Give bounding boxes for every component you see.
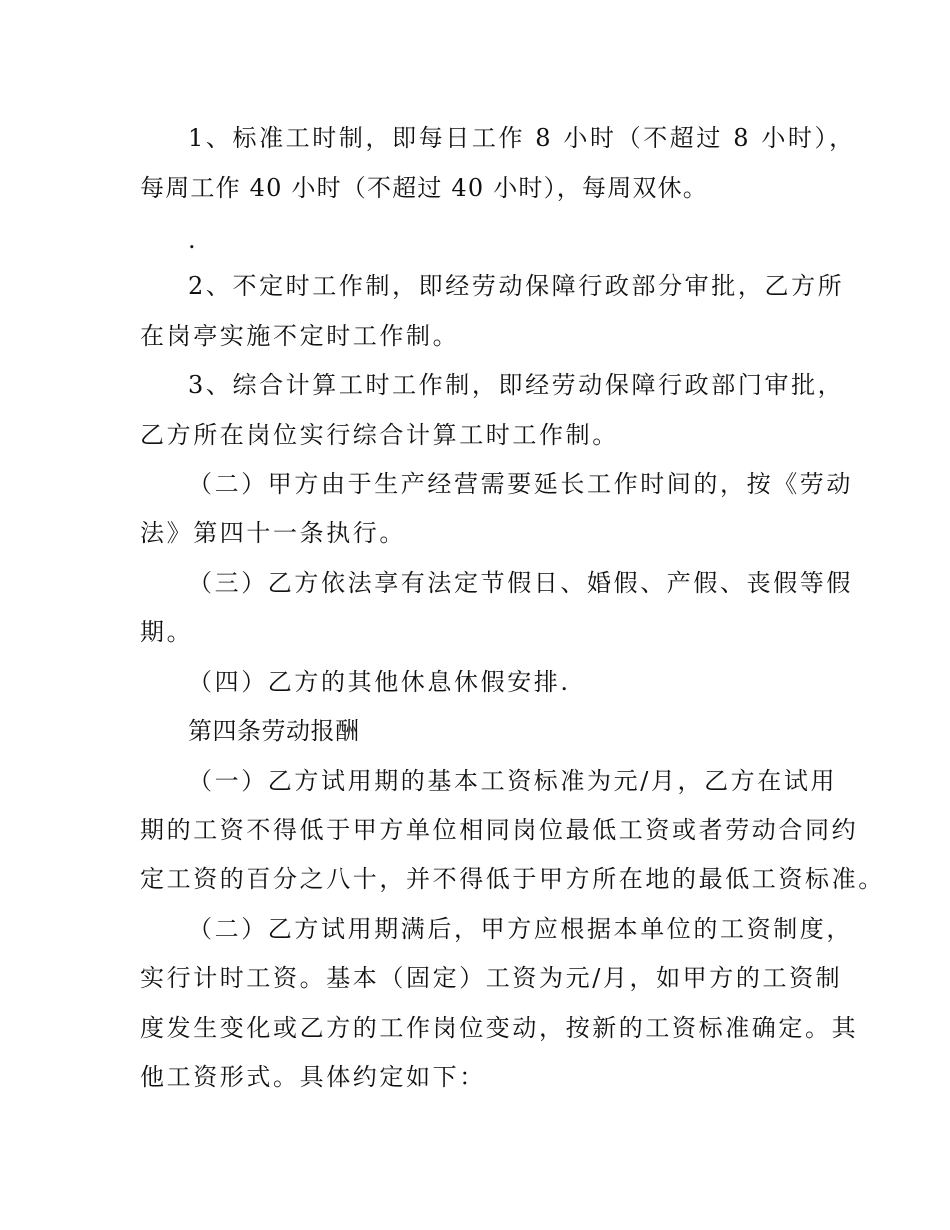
text-line: （三）乙方依法享有法定节假日、婚假、产假、丧假等假 bbox=[188, 569, 853, 597]
text-line: （四）乙方的其他休息休假安排. bbox=[188, 668, 571, 696]
text-line: 实行计时工资。基本（固定）工资为元/月，如甲方的工资制 bbox=[140, 964, 843, 992]
text-line: 定工资的百分之八十，并不得低于甲方所在地的最低工资标准。 bbox=[140, 865, 885, 893]
text-line: （一）乙方试用期的基本工资标准为元/月，乙方在试用 bbox=[188, 767, 838, 795]
text-line: 期。 bbox=[140, 618, 194, 646]
text-line: 度发生变化或乙方的工作岗位变动，按新的工资标准确定。其 bbox=[140, 1014, 859, 1042]
text-line: 1、标准工时制，即每日工作 8 小时（不超过 8 小时）， bbox=[188, 124, 856, 152]
section-heading: 第四条劳动报酬 bbox=[188, 717, 360, 745]
text-line: 3、综合计算工时工作制，即经劳动保障行政部门审批， bbox=[188, 371, 845, 399]
text-line: （二）乙方试用期满后，甲方应根据本单位的工资制度， bbox=[188, 915, 853, 943]
text-line: 2、不定时工作制，即经劳动保障行政部分审批，乙方所 bbox=[188, 272, 845, 300]
text-line: 期的工资不得低于甲方单位相同岗位最低工资或者劳动合同约 bbox=[140, 816, 859, 844]
text-line: 法》第四十一条执行。 bbox=[140, 519, 406, 547]
text-line: 他工资形式。具体约定如下： bbox=[140, 1063, 486, 1091]
text-line: . bbox=[188, 226, 199, 254]
text-line: 在岗亭实施不定时工作制。 bbox=[140, 322, 460, 350]
text-line: 每周工作 40 小时（不超过 40 小时），每周双休。 bbox=[140, 174, 708, 202]
text-line: 乙方所在岗位实行综合计算工时工作制。 bbox=[140, 421, 619, 449]
text-line: （二）甲方由于生产经营需要延长工作时间的，按《劳动 bbox=[188, 470, 853, 498]
